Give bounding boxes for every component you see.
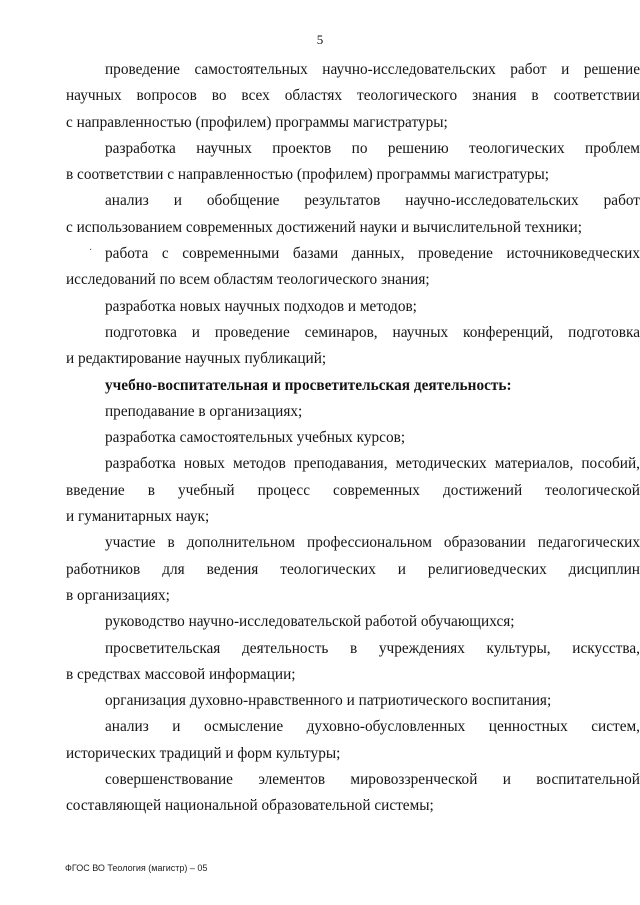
text-line: разработка новых методов преподавания, методических материалов, пособий, [105, 455, 640, 473]
text-line: проведение самостоятельных научно-исследовательских работ и решение [105, 61, 640, 78]
document-body [66, 57, 640, 820]
paragraph [66, 425, 640, 451]
paragraph [66, 373, 640, 399]
paragraph [66, 188, 640, 241]
text-line: и гуманитарных наук; [66, 508, 210, 526]
paragraph [66, 688, 640, 714]
paragraph [66, 399, 640, 425]
text-line: подготовка и проведение семинаров, научных конференций, подготовка [105, 323, 640, 341]
text-line: просветительская деятельность в учреждениях культуры, искусства, [105, 639, 640, 657]
text-line: анализ и осмысление духовно-обусловленных ценностных систем, [105, 718, 640, 736]
paragraph [66, 530, 640, 609]
paragraph [66, 136, 640, 189]
text-line: с использованием современных достижений науки и вычислительной техники; [66, 218, 582, 236]
text-line: в средствах массовой информации; [66, 665, 296, 683]
paragraph [66, 636, 640, 689]
text-line: преподавание в организациях; [105, 402, 303, 420]
text-line: составляющей национальной образовательной системы; [66, 797, 434, 815]
text-line: введение в учебный процесс современных достижений теологической [66, 481, 640, 499]
paragraph [66, 320, 640, 373]
paragraph [66, 451, 640, 530]
text-line: работа с современными базами данных, проведение источниковедческих [105, 245, 640, 263]
text-line: с направленностью (профилем) программы магистратуры; [66, 113, 448, 131]
text-line: в организациях; [66, 586, 170, 604]
paragraph [66, 57, 640, 136]
text-line: и редактирование научных публикаций; [66, 350, 327, 368]
text-line: в соответствии с направленностью (профилем) программы магистратуры; [66, 166, 550, 184]
text-line: исследований по всем областям теологического знания; [66, 271, 430, 289]
paragraph [66, 767, 640, 820]
text-line: совершенствование элементов мировоззренческой и воспитательной [105, 771, 640, 789]
paragraph [66, 294, 640, 320]
stray-mark: · [89, 245, 93, 256]
page-number: 5 [316, 32, 324, 47]
text-line: разработка научных проектов по решению теологических проблем [105, 139, 640, 157]
text-line: работников для ведения теологических и религиоведческих дисциплин [66, 560, 640, 578]
text-line: разработка самостоятельных учебных курсов; [105, 429, 406, 447]
text-line: участие в дополнительном профессиональном образовании педагогических [105, 534, 640, 552]
text-line: исторических традиций и форм культуры; [66, 744, 341, 762]
text-line: учебно-воспитательная и просветительская деятельность: [105, 376, 512, 394]
paragraph [66, 241, 640, 294]
text-line: руководство научно-исследовательской работой обучающихся; [105, 613, 515, 631]
text-line: разработка новых научных подходов и методов; [105, 297, 417, 315]
footer-text: ФГОС ВО Теология (магистр) – 05 [65, 863, 208, 873]
paragraph [66, 714, 640, 767]
text-line: организация духовно-нравственного и патриотического воспитания; [105, 692, 552, 710]
text-line: научных вопросов во всех областях теологического знания в соответствии [66, 87, 640, 105]
paragraph [66, 609, 640, 635]
text-line: анализ и обобщение результатов научно-исследовательских работ [105, 192, 640, 210]
